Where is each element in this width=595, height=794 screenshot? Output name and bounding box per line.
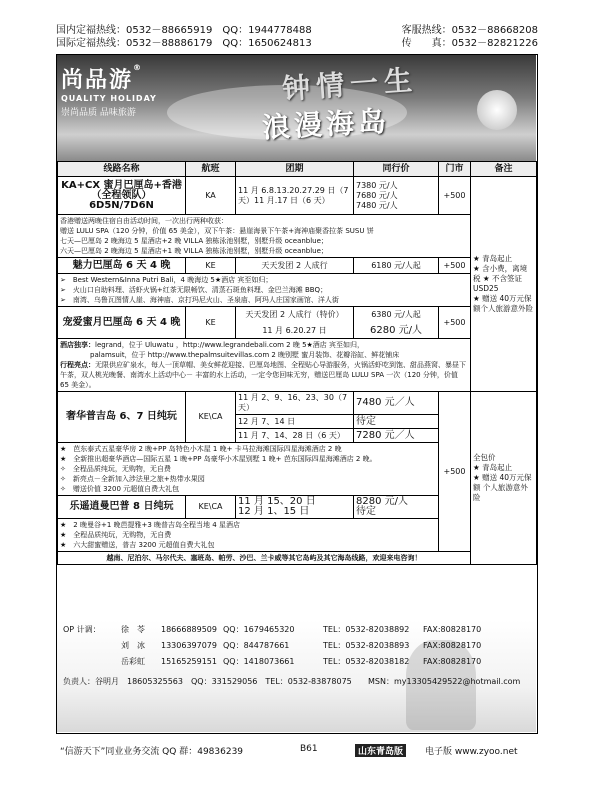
- domestic-hotline: 国内定福热线：0532－88665919 QQ：1944778488: [56, 25, 312, 36]
- banner: [57, 55, 536, 161]
- contact-qq: QQ：1679465320: [223, 625, 295, 634]
- msn-info: MSN：my13305429522@hotmail.com: [368, 677, 521, 686]
- dates: 11 月 7、14、28 日（6 天）: [236, 429, 354, 443]
- contact-tel: TEL：0532-82038893: [323, 641, 410, 650]
- col-route: 线路名称: [58, 162, 186, 177]
- ad-page: [56, 54, 538, 734]
- logo-slogan: 崇尚品质 品味旅游: [61, 108, 136, 118]
- table-row: [58, 177, 537, 215]
- detail-line: ★ 全新推出超豪华酒店—国际五星 1 晚+PP 岛豪华小木屋别墅 1 晚+ 芭东国际四星海滩酒店 2 晚。: [60, 455, 377, 463]
- logo: [61, 63, 157, 118]
- detail-row: [58, 274, 537, 307]
- dates: 天天发团 2 人成行: [236, 258, 354, 274]
- dates: 11 月 2、9、16、23、30（7 天）: [236, 392, 354, 415]
- hotline-block: [56, 24, 538, 50]
- detail-line: 六天—巴厘岛 2 晚海边 5 星酒店+1 晚 VILLA 独栋泳池别墅，别墅升级 oceanblue；: [60, 247, 328, 255]
- detail-line: ➢ Best Western&Inna Putri Bali，4 晚海边 5★酒店 宾至如归；: [60, 276, 273, 284]
- store-price: +500: [439, 392, 471, 552]
- store-price: +500: [439, 177, 471, 215]
- contact-tel: TEL：0532-82038892: [323, 625, 410, 634]
- detail: [58, 519, 439, 552]
- dates: [236, 307, 354, 339]
- flight: KE: [186, 307, 236, 339]
- col-flight: 航班: [186, 162, 236, 177]
- detail-line: ★ 全程品质纯玩，无购物，无自费: [60, 531, 172, 539]
- contact-phone: 18666889509: [161, 625, 217, 634]
- price: 7380 元/人: [356, 180, 398, 190]
- more-routes: 越南、尼泊尔、马尔代夫、塞班岛、帕劳、沙巴、兰卡威等其它岛屿及其它海岛线路，欢迎来电咨询！: [58, 552, 471, 565]
- detail-line: 赠送 LULU SPA（120 分钟，价值 65 美金），双下午茶：悬崖海景下午茶+海神庙聚香拉茶 SUSU 饼: [60, 227, 374, 235]
- table-row: [58, 258, 537, 274]
- detail: [58, 215, 471, 258]
- route-name: 魅力巴厘岛 6 天 4 晚: [58, 258, 186, 274]
- detail-line: palamsuit，位于 http://www.thepalmsuitevillas.com 2 晚别墅 蜜月装饰、花瓣浴缸、鲜花铺床: [90, 351, 400, 359]
- price: 8280 元/人: [356, 496, 408, 507]
- detail-line: legrand，位于 Uluwatu ，http://www.legrandebali.com 2 晚 5★酒店 宾至如归，: [95, 341, 365, 349]
- contacts: [57, 620, 536, 732]
- col-store: 门市: [439, 162, 471, 177]
- col-dates: 团期: [236, 162, 354, 177]
- flight: KE\CA: [186, 496, 236, 519]
- price: 7680 元/人: [356, 190, 398, 200]
- prices: [354, 496, 439, 519]
- contact-name: 岳彩虹: [121, 657, 145, 666]
- detail-line: 香港赠送两晚住宿自由活动时间，一次出行两种收获：: [60, 217, 228, 225]
- contact-phone: 13306397079: [161, 641, 217, 650]
- contact-fax: FAX:80828170: [423, 657, 482, 666]
- col-price: 同行价: [354, 162, 439, 177]
- store-price: +500: [439, 307, 471, 339]
- detail-line: ➢ 南湾、乌鲁瓦图情人崖、海神庙、京打玛尼火山、圣泉庙、阿玛人庄国家画馆、洋人街: [60, 296, 339, 304]
- sun-decoration: [477, 90, 517, 130]
- prices: [354, 307, 439, 339]
- route-name: 乐遥逍曼巴普 8 日纯玩: [58, 496, 186, 519]
- remark: ★ 青岛起止 ★ 含小费，离境税 ★ 不含签证USD25 ★ 赠送 40万元保额个人旅游意外险: [471, 177, 537, 392]
- route-name: 宠爱蜜月巴厘岛 6 天 4 晚: [58, 307, 186, 339]
- price: 6380 元/人起: [371, 309, 421, 319]
- detail: [58, 339, 471, 392]
- detail-line: ✧ 全程品质纯玩，无购物，无自费: [60, 465, 171, 473]
- date-line: 11 月 15、20 日: [238, 496, 316, 507]
- detail-line: ★ 芭东泰式五星豪华房 2 晚+PP 岛特色小木屋 1 晚+ 卡马拉海滩国际四星海滩酒店 2 晚: [60, 445, 342, 453]
- table-row: [58, 307, 537, 339]
- route-table: [57, 161, 537, 565]
- dates: 12 月 7、14 日: [236, 415, 354, 429]
- detail-line: 无限供应矿泉水，每人一顶草帽、美女鲜花迎接、巴厘岛地图、全程贴心导游服务，火锅活虾吃到饱、甜品燕窝、暴昼下午茶，双人桃光晚餐、南湾水上活动中心－ 丰富的水上活动，一定令您回味无穷，赠送巴厘岛 LULU SPA 一次（120 分钟，价值 65 美金）。: [60, 361, 466, 389]
- date-line: 11 月 6.20.27 日: [262, 325, 327, 335]
- feature-label: 行程亮点：: [60, 361, 95, 369]
- service-hotline: 客服热线：0532－88668208: [401, 25, 538, 36]
- banner-title-1: 钟情一生: [281, 63, 420, 106]
- website[interactable]: 电子版 www.zyoo.net: [425, 747, 518, 757]
- date-line: 天天发团 2 人成行（特价）: [245, 309, 344, 319]
- route-name: 奢华普吉岛 6、7 日纯玩: [58, 392, 186, 443]
- detail-line: ✧ 新亮点－全新加入涉法里之旅+热带水果园: [60, 475, 205, 483]
- contact-fax: FAX:80828170: [423, 625, 482, 634]
- contact-name: 刘 冰: [121, 641, 145, 650]
- detail-row: [58, 215, 537, 258]
- page-number: B61: [300, 744, 318, 754]
- edition-badge: 山东青岛版: [355, 744, 406, 757]
- table-row: [58, 392, 537, 415]
- dates: [236, 496, 354, 519]
- manager-info: 负责人：谷明月 18605325563 QQ：331529056 TEL：0532-83878075: [63, 677, 352, 686]
- price: 7480 元/人: [356, 200, 398, 210]
- price: 7280 元／人: [354, 429, 439, 443]
- contact-qq: QQ：1418073661: [223, 657, 295, 666]
- price: 6180 元/人起: [354, 258, 439, 274]
- price: 待定: [356, 506, 376, 517]
- fax-line: 传 真：0532－82821226: [401, 38, 538, 49]
- price: 6280 元/人: [370, 324, 422, 336]
- prices: [354, 177, 439, 215]
- detail-line: ★ 2 晚曼谷+1 晚芭提雅+3 晚普吉岛全程当地 4 星酒店: [60, 521, 240, 529]
- store-price: +500: [439, 258, 471, 274]
- flight: KE\CA: [186, 392, 236, 443]
- detail-row: [58, 339, 537, 392]
- intl-hotline: 国际定福热线：0532－88886179 QQ：1650624813: [56, 38, 312, 49]
- contact-fax: FAX:80828170: [423, 641, 482, 650]
- remark: 全包价 ★ 青岛起止 ★ 赠送 40万元保额 个人旅游意外险: [471, 392, 537, 565]
- op-label: OP 计调：: [63, 625, 101, 634]
- flight: KA: [186, 177, 236, 215]
- detail: [58, 443, 439, 496]
- detail: [58, 274, 471, 307]
- date-line: 12 月 1、15 日: [238, 506, 310, 517]
- detail-line: ➢ 火山口自助料理、活虾火锅+红茶无限畅饮、清蒸石斑鱼料理、金巴兰海滩 BBQ；: [60, 286, 328, 294]
- col-remark: 备注: [471, 162, 537, 177]
- route-name: KA+CX 蜜月巴厘岛+香港（全程领队）6D5N/7D6N: [58, 177, 186, 215]
- contact-tel: TEL：0532-82038182: [323, 657, 410, 666]
- detail-line: 七天—巴厘岛 2 晚海边 5 星酒店+2 晚 VILLA 独栋泳池别墅，别墅升级 oceanblue；: [60, 237, 328, 245]
- dates: 11 月 6.8.13.20.27.29 日（7 天）11 月.17 日（6 天）: [236, 177, 354, 215]
- contact-phone: 15165259151: [161, 657, 217, 666]
- detail-line: ✧ 赠送价值 3200 元超值自费大礼包: [60, 485, 180, 493]
- more-routes-row: [58, 552, 537, 565]
- registered-mark: ®: [133, 63, 144, 72]
- contact-qq: QQ：844787661: [223, 641, 290, 650]
- logo-en: QUALITY HOLIDAY: [61, 94, 157, 103]
- qq-group: “信游天下”同业业务交流 QQ 群：49836239: [60, 747, 244, 757]
- flight: KE: [186, 258, 236, 274]
- banner-title-2: 浪漫海岛: [261, 104, 391, 145]
- price: 待定: [354, 415, 439, 429]
- table-header: [58, 162, 537, 177]
- price: 7480 元／人: [354, 392, 439, 415]
- logo-cn: 尚品游: [61, 68, 134, 93]
- detail-line: ★ 六大甜蜜赠送，普吉 3200 元超值自费大礼包: [60, 541, 215, 549]
- hotel-label: 酒店独享：: [60, 341, 95, 349]
- contact-name: 徐 苓: [121, 625, 145, 634]
